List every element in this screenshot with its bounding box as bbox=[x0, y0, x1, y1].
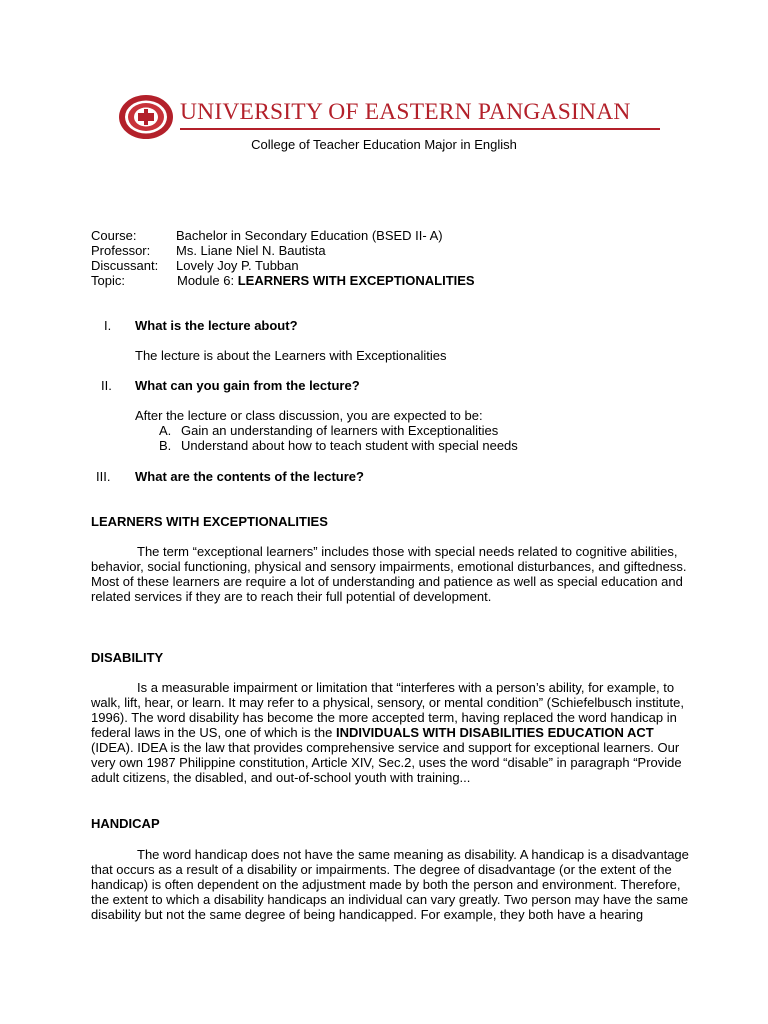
disability-text-a: Is a measurable impairment or limitation that “interferes with a person’s ability, for example, to walk, lift, hear, or learn. It may refer to a physical, sensory, or mental condition” (Schiefelbusch institute, 1996). The word disability has become the more accepted term, having replaced the word handicap in federal laws in the US, one of which is the bbox=[91, 680, 684, 740]
outline-question-3: What are the contents of the lecture? bbox=[135, 469, 364, 484]
outline-answer-1: The lecture is about the Learners with Exceptionalities bbox=[135, 348, 447, 363]
course-value: Bachelor in Secondary Education (BSED II- A) bbox=[176, 228, 443, 243]
list-marker-b: B. bbox=[159, 438, 172, 453]
university-name: UNIVERSITY OF EASTERN PANGASINAN bbox=[180, 99, 631, 125]
college-subtitle: College of Teacher Education Major in English bbox=[251, 137, 517, 152]
section-heading-disability: DISABILITY bbox=[91, 650, 164, 665]
topic-value bbox=[177, 273, 475, 288]
topic-prefix: Module 6: bbox=[177, 273, 238, 288]
topic-label: Topic: bbox=[91, 273, 125, 288]
disability-text-b: (IDEA). IDEA is the law that provides comprehensive service and support for exceptional learners. Our very own 1987 Philippine constitution, Article XIV, Sec.2, uses the word “disable” in paragraph “Provide adult citizens, the disabled, and out-of-school youth with training... bbox=[91, 740, 682, 785]
learners-text: The term “exceptional learners” includes those with special needs related to cognitive abilities, behavior, social functioning, physical and sensory impairments, emotional disturbances, and giftedness. Most of these learners are require a lot of understanding and patience as well as special education and related services if they are to reach their full potential of development. bbox=[91, 544, 687, 604]
list-item-a: Gain an understanding of learners with Exceptionalities bbox=[181, 423, 499, 438]
list-item-b: Understand about how to teach student with special needs bbox=[181, 438, 518, 453]
outline-answer-2-intro: After the lecture or class discussion, you are expected to be: bbox=[135, 408, 483, 423]
outline-question-1: What is the lecture about? bbox=[135, 318, 298, 333]
section-heading-handicap: HANDICAP bbox=[91, 816, 160, 831]
header-rule bbox=[180, 128, 660, 130]
course-label: Course: bbox=[91, 228, 137, 243]
professor-label: Professor: bbox=[91, 243, 151, 258]
professor-value: Ms. Liane Niel N. Bautista bbox=[176, 243, 326, 258]
university-seal-icon bbox=[118, 92, 174, 142]
section-heading-learners: LEARNERS WITH EXCEPTIONALITIES bbox=[91, 514, 328, 529]
disability-text-bold: INDIVIDUALS WITH DISABILITIES EDUCATION ACT bbox=[335, 725, 654, 740]
outline-num-2: II. bbox=[101, 378, 112, 393]
outline-num-1: I. bbox=[104, 318, 112, 333]
topic-title: LEARNERS WITH EXCEPTIONALITIES bbox=[237, 273, 475, 288]
discussant-label: Discussant: bbox=[91, 258, 159, 273]
university-header bbox=[118, 92, 658, 142]
section-body-learners bbox=[91, 544, 691, 604]
section-body-disability bbox=[91, 680, 691, 785]
handicap-text: The word handicap does not have the same meaning as disability. A handicap is a disadvantage that occurs as a result of a disability or impairments. The degree of disadvantage (or the extent of the handicap) is often dependent on the adjustment made by both the person and environment. Therefore, the extent to which a disability handicaps an individual can vary greatly. Two person may have the same disability but not the same degree of being handicapped. For example, they both have a hearing bbox=[91, 847, 689, 922]
section-body-handicap bbox=[91, 847, 691, 922]
discussant-value: Lovely Joy P. Tubban bbox=[176, 258, 299, 273]
outline-question-2: What can you gain from the lecture? bbox=[135, 378, 360, 393]
list-marker-a: A. bbox=[159, 423, 172, 438]
outline-num-3: III. bbox=[96, 469, 111, 484]
